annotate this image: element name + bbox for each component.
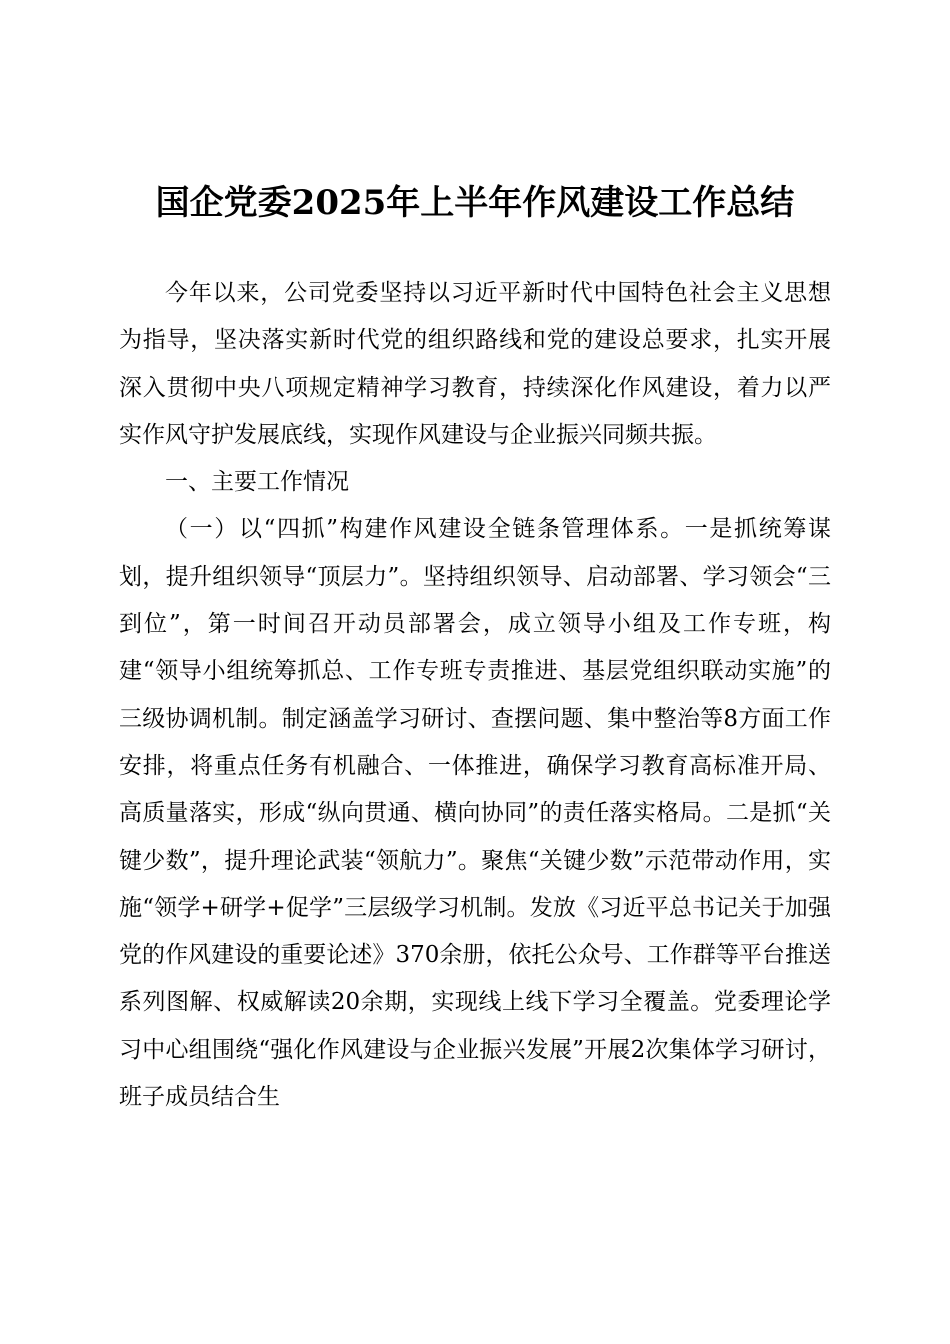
document-title: 国企党委2025年上半年作风建设工作总结 [155, 183, 795, 223]
intro-paragraph: 今年以来，公司党委坚持以习近平新时代中国特色社会主义思想为指导，坚决落实新时代党的组织路线和党的建设总要求，扎实开展深入贯彻中央八项规定精神学习教育，持续深化作风建设，着力以严实作风守护发展底线，实现作风建设与企业振兴同频共振。 [119, 280, 831, 448]
section-heading: 一、主要工作情况 [165, 469, 349, 496]
section-paragraph: （一）以“四抓”构建作风建设全链条管理体系。一是抓统筹谋划，提升组织领导“顶层力”。坚持组织领导、启动部署、学习领会“三到位”，第一时间召开动员部署会，成立领导小组及工作专班，构建“领导小组统筹抓总、工作专班专责推进、基层党组织联动实施”的三级协调机制。制定涵盖学习研讨、查摆问题、集中整治等8方面工作安排，将重点任务有机融合、一体推进，确保学习教育高标准开局、高质量落实，形成“纵向贯通、横向协同”的责任落实格局。二是抓“关键少数”，提升理论武装“领航力”。聚焦“关键少数”示范带动作用，实施“领学+研学+促学”三层级学习机制。发放《习近平总书记关于加强党的作风建设的重要论述》370余册，依托公众号、工作群等平台推送系列图解、权威解读20余期，实现线上线下学习全覆盖。党委理论学习中心组围绕“强化作风建设与企业振兴发展”开展2次集体学习研讨，班子成员结合生 [119, 516, 831, 1111]
document-body [119, 270, 831, 1121]
